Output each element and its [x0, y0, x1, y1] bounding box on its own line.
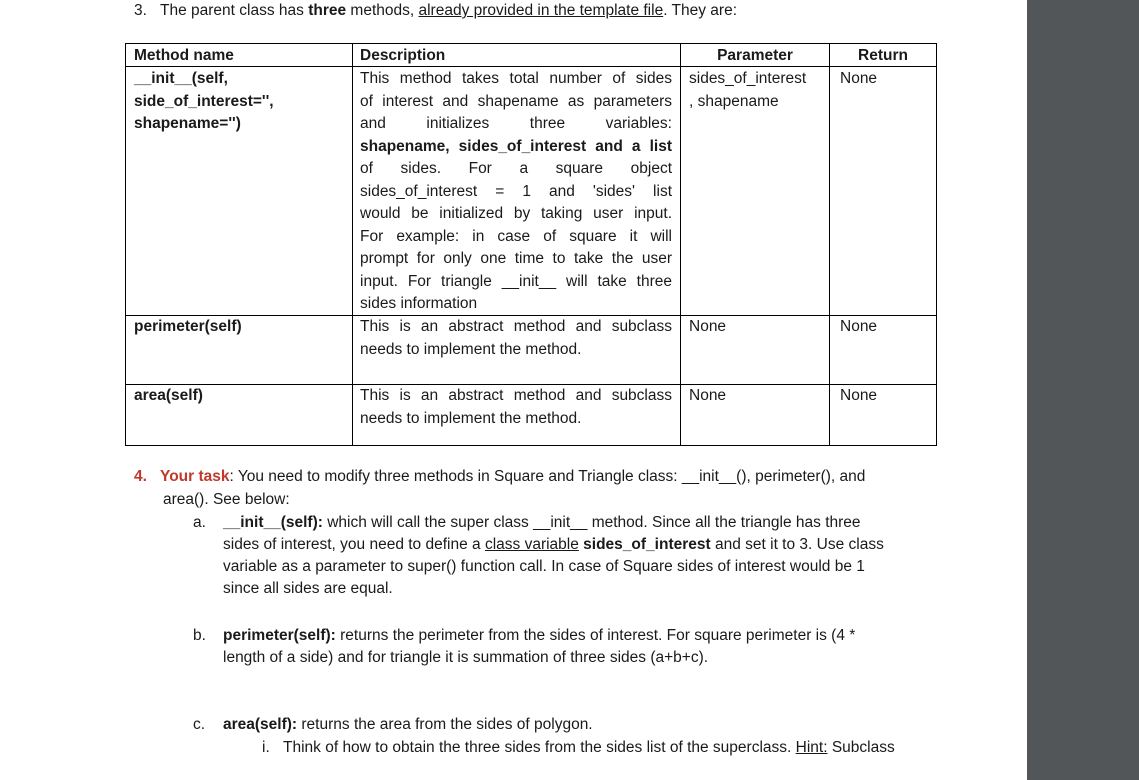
methods-table — [125, 43, 937, 446]
your-task-label: Your task — [160, 468, 230, 485]
item-4b-marker: b. — [193, 627, 206, 644]
template-file-reference: already provided in the template file — [418, 2, 664, 19]
header-return: Return — [858, 47, 908, 64]
area-parameter: None — [689, 387, 727, 404]
hint-label: Hint: — [795, 739, 828, 756]
item-4-line2: area(). See below: — [163, 491, 290, 508]
perimeter-return: None — [840, 318, 878, 335]
item-4c-line1: area(self): returns the area from the sides of polygon. — [223, 716, 593, 733]
item-4a-line3: variable as a parameter to super() function call. In case of Square sides of interest would be 1 — [223, 558, 865, 575]
item-4b-line2: length of a side) and for triangle it is summation of three sides (a+b+c). — [223, 649, 709, 666]
method-perimeter: perimeter(self) — [134, 318, 242, 335]
header-parameter: Parameter — [717, 47, 793, 64]
item-4a-line2: sides of interest, you need to define a class variable sides_of_interest and set it to 3. Use class — [223, 536, 884, 553]
item-4a-marker: a. — [193, 514, 206, 531]
perimeter-parameter: None — [689, 318, 727, 335]
method-init: __init__(self, side_of_interest='', shapename='') — [134, 70, 274, 132]
item-4b-line1: perimeter(self): returns the perimeter from the sides of interest. For square perimeter is (4 * — [223, 627, 856, 644]
class-variable-term: class variable — [484, 536, 579, 553]
area-description: This is an abstract method and subclass needs to implement the method. — [360, 387, 672, 427]
area-return: None — [840, 387, 878, 404]
item-4c-marker: c. — [193, 716, 206, 733]
init-description: This method takes total number of sides of interest and shapename as parameters and initializes three variables: shapename, sides_of_interest and a list of sides. For a square object sides_of_interest = 1 and 'sides' list would be initialized by taking user input. For example: in case of square it will prompt for only one time to take the user input. For triangle __init__ will take three sides information — [360, 70, 672, 312]
header-description: Description — [360, 47, 446, 64]
init-return: None — [840, 70, 878, 87]
item-4c-i-text: Think of how to obtain the three sides from the sides list of the superclass. Hint: Subclass — [283, 739, 895, 756]
header-method-name: Method name — [134, 47, 234, 64]
init-parameters: sides_of_interest , shapename — [689, 70, 807, 110]
perimeter-description: This is an abstract method and subclass needs to implement the method. — [360, 318, 672, 358]
item-4a-line1: __init__(self): which will call the super class __init__ method. Since all the triangle has three — [223, 514, 861, 531]
item-4c-i-marker: i. — [262, 739, 270, 756]
item-4-heading: 4. Your task: You need to modify three methods in Square and Triangle class: __init__(), perimeter(), and — [134, 468, 866, 485]
method-area: area(self) — [134, 387, 203, 404]
item-4a-line4: since all sides are equal. — [223, 580, 393, 597]
item-3-heading: 3. The parent class has three methods, already provided in the template file. They are: — [134, 2, 737, 19]
